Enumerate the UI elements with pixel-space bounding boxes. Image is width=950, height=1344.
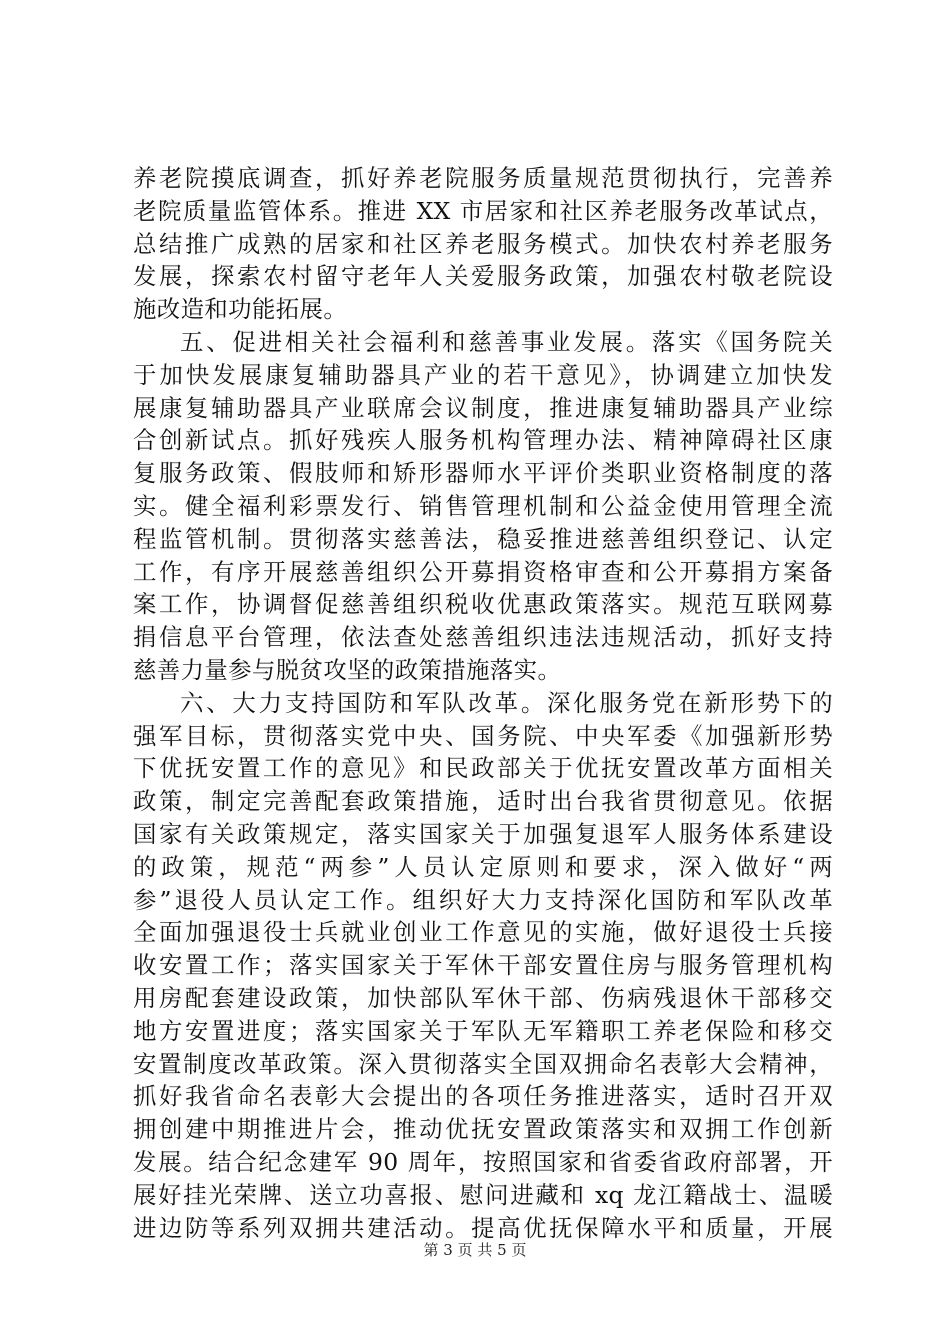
- text-line: 于加快发展康复辅助器具产业的若干意见》，协调建立加快发: [133, 360, 833, 389]
- text-line: 五、促进相关社会福利和慈善事业发展。落实《国务院关: [180, 327, 833, 356]
- text-line: 政策，制定完善配套政策措施，适时出台我省贯彻意见。依据: [133, 787, 833, 816]
- text-line: 安置制度改革政策。深入贯彻落实全国双拥命名表彰大会精神，: [133, 1049, 833, 1078]
- text-line: 强军目标，贯彻落实党中央、国务院、中央军委《加强新形势: [133, 721, 833, 750]
- text-line: 案工作，协调督促慈善组织税收优惠政策落实。规范互联网募: [133, 590, 833, 619]
- text-line: 工作，有序开展慈善组织公开募捐资格审查和公开募捐方案备: [133, 557, 833, 586]
- text-line: 实。健全福利彩票发行、销售管理机制和公益金使用管理全流: [133, 491, 833, 520]
- text-line: 程监管机制。贯彻落实慈善法，稳妥推进慈善组织登记、认定: [133, 524, 833, 553]
- text-line: 参”退役人员认定工作。组织好大力支持深化国防和军队改革: [133, 885, 833, 914]
- text-line: 慈善力量参与脱贫攻坚的政策措施落实。: [133, 655, 562, 684]
- text-line: 施改造和功能拓展。: [133, 295, 348, 324]
- text-line: 进边防等系列双拥共建活动。提高优抚保障水平和质量，开展: [133, 1213, 833, 1242]
- text-line: 老院质量监管体系。推进 XX 市居家和社区养老服务改革试点，: [133, 196, 833, 225]
- text-line: 的政策，规范“两参”人员认定原则和要求，深入做好“两: [133, 852, 833, 881]
- text-line: 抓好我省命名表彰大会提出的各项任务推进落实，适时召开双: [133, 1082, 833, 1111]
- text-line: 养老院摸底调查，抓好养老院服务质量规范贯彻执行，完善养: [133, 164, 833, 192]
- document-body: [133, 162, 833, 1244]
- text-line: 六、大力支持国防和军队改革。深化服务党在新形势下的: [180, 688, 833, 717]
- text-line: 用房配套建设政策，加快部队军休干部、伤病残退休干部移交: [133, 983, 833, 1012]
- text-line: 展康复辅助器具产业联席会议制度，推进康复辅助器具产业综: [133, 393, 833, 422]
- text-line: 发展，探索农村留守老年人关爱服务政策，加强农村敬老院设: [133, 262, 833, 291]
- text-line: 捐信息平台管理，依法查处慈善组织违法违规活动，抓好支持: [133, 623, 833, 652]
- text-line: 展好挂光荣牌、送立功喜报、慰问进藏和 xq 龙江籍战士、温暖: [133, 1180, 833, 1209]
- text-line: 拥创建中期推进片会，推动优抚安置政策落实和双拥工作创新: [133, 1115, 833, 1144]
- text-line: 全面加强退役士兵就业创业工作意见的实施，做好退役士兵接: [133, 918, 833, 947]
- text-line: 国家有关政策规定，落实国家关于加强复退军人服务体系建设: [133, 819, 833, 848]
- text-line: 复服务政策、假肢师和矫形器师水平评价类职业资格制度的落: [133, 459, 833, 488]
- text-line: 地方安置进度；落实国家关于军队无军籍职工养老保险和移交: [133, 1016, 833, 1045]
- text-line: 总结推广成熟的居家和社区养老服务模式。加快农村养老服务: [133, 229, 833, 258]
- page-footer: 第 3 页 共 5 页: [423, 1241, 527, 1259]
- text-line: 下优抚安置工作的意见》和民政部关于优抚安置改革方面相关: [133, 754, 833, 783]
- text-line: 收安置工作；落实国家关于军休干部安置住房与服务管理机构: [133, 951, 833, 980]
- text-line: 合创新试点。抓好残疾人服务机构管理办法、精神障碍社区康: [133, 426, 833, 455]
- text-line: 发展。结合纪念建军 90 周年，按照国家和省委省政府部署，开: [133, 1147, 833, 1176]
